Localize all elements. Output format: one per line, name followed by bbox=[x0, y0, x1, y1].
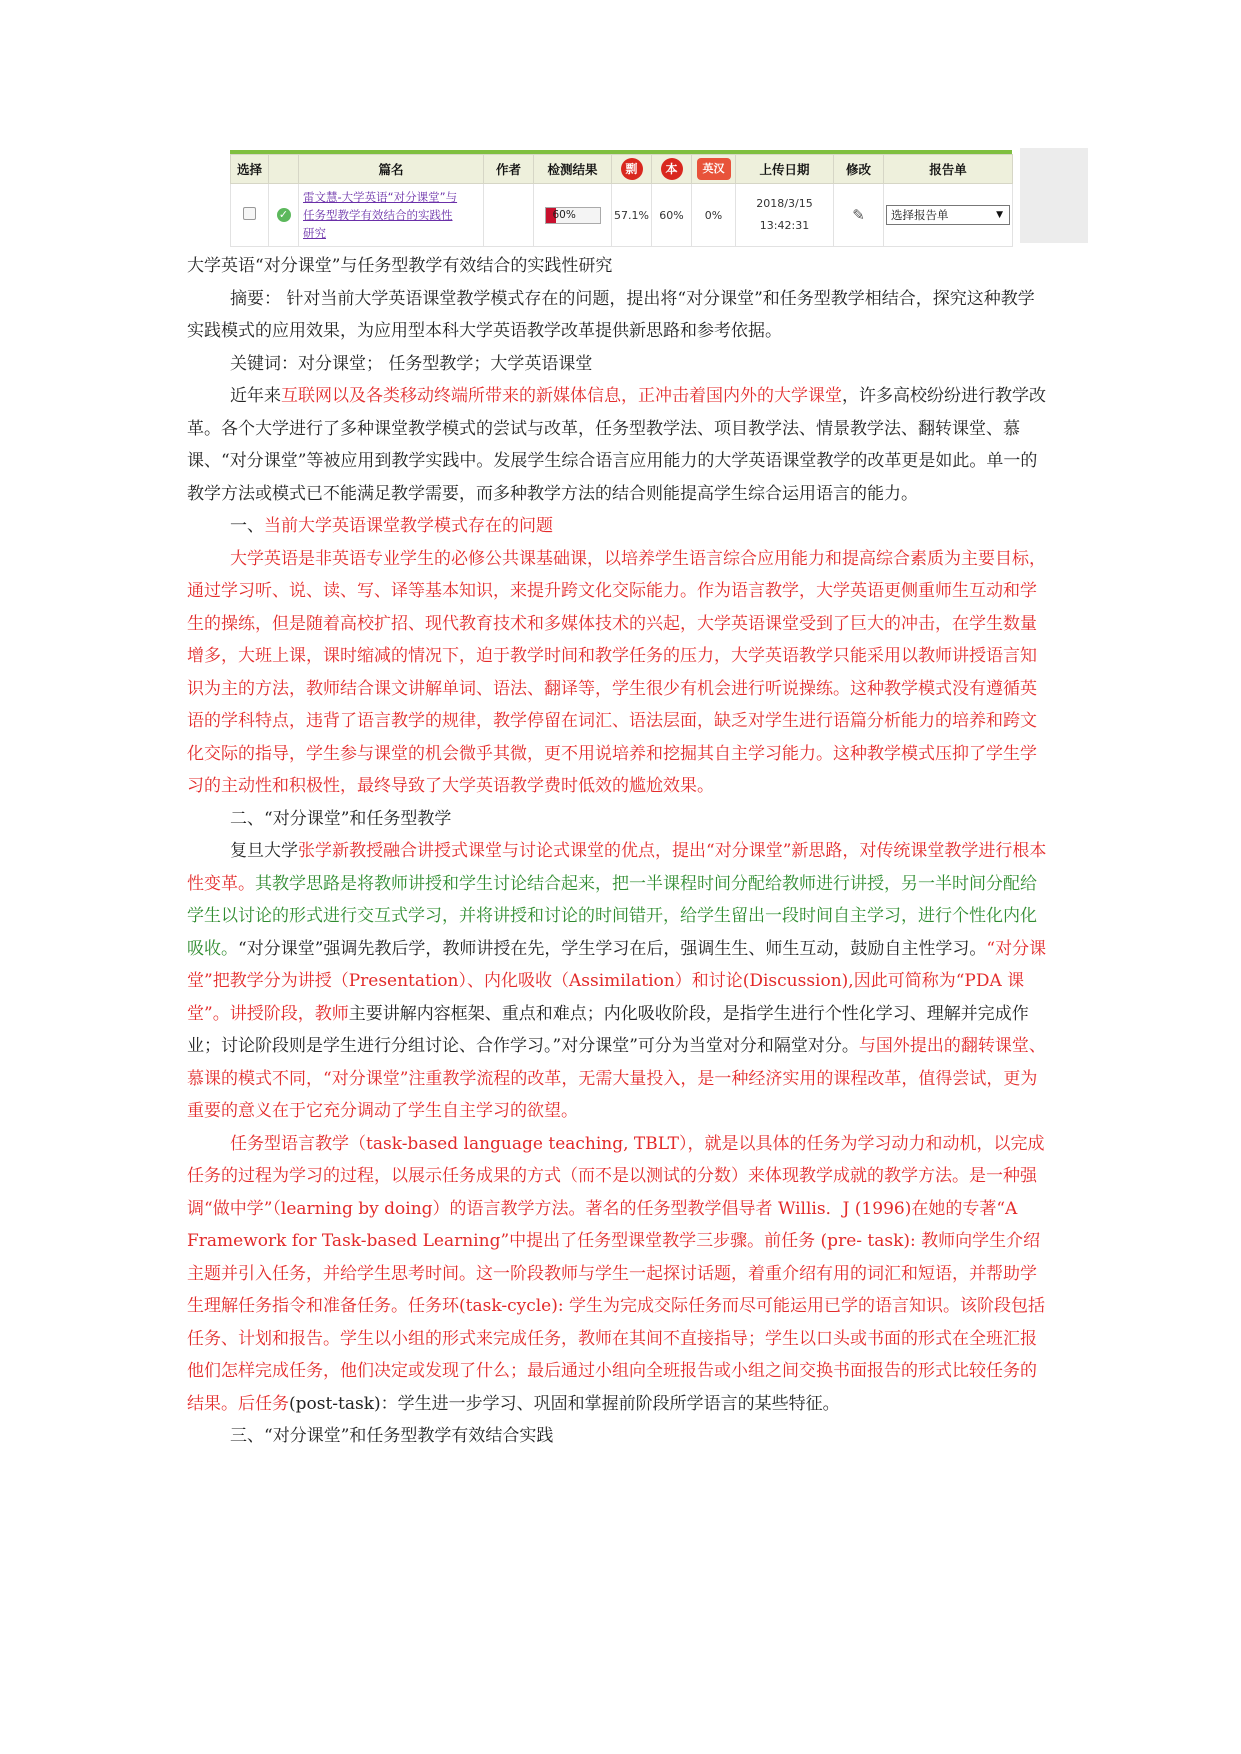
edit-cell bbox=[834, 184, 884, 247]
paragraph-3 bbox=[187, 835, 1049, 1128]
title-line-1: 雷文慧-大学英语“对分课堂”与 bbox=[303, 190, 458, 204]
translate-rate-icon: 英汉 bbox=[697, 158, 731, 180]
heading-2: 二、“对分课堂”和任务型教学 bbox=[230, 808, 452, 829]
title-cell bbox=[299, 184, 484, 247]
copy-rate: 57.1% bbox=[612, 184, 652, 247]
document-body bbox=[187, 250, 1049, 1453]
p3-part-a: 复旦大学 bbox=[230, 841, 298, 861]
header-title: 篇名 bbox=[299, 155, 484, 184]
p1-part-b: 互联网以及各类移动终端所带来的新媒体信息，正冲击着国内外的大学课堂 bbox=[281, 386, 842, 406]
heading-1 bbox=[187, 510, 1049, 543]
result-percent: 60% bbox=[552, 208, 576, 221]
header-blank bbox=[269, 155, 299, 184]
heading-3: 三、“对分课堂”和任务型教学有效结合实践 bbox=[230, 1426, 554, 1446]
report-table bbox=[230, 154, 1013, 247]
p1-part-c: ，许多高校纷纷进行教学改革。各个大学进行了多种课堂教学模式的尝试与改革，任务型教学法、项目教学法、情景教学法、翻转课堂、慕课、“对分课堂”等被应用到教学实践中。发展学生综合语言应用能力的大学英语课堂教学的改革更是如此。单一的教学方法或模式已不能满足教学需要，而多种教学方法的结合则能提高学生综合运用语言的能力。 bbox=[187, 386, 1046, 504]
p3-part-b: 张学新教授融合讲授式课堂与讨论式课堂的优点，提出“对分课堂”新思路，对传统课堂教学进行根本性变革。 bbox=[187, 841, 1047, 894]
author-cell bbox=[484, 184, 534, 247]
p4-part-b: (post-task)：学生进一步学习、巩固和掌握前阶段所学语言的某些特征。 bbox=[289, 1393, 840, 1414]
abstract: 摘要： 针对当前大学英语课堂教学模式存在的问题，提出将“对分课堂”和任务型教学相结合，探究这种教学实践模式的应用效果，为应用型本科大学英语教学改革提供新思路和参考依据。 bbox=[187, 288, 1035, 341]
keywords: 关键词：对分课堂； 任务型教学；大学英语课堂 bbox=[230, 353, 593, 374]
p3-part-f: 主要讲解内容框架、重点和难点；内化吸收阶段，是指学生进行个性化学习、理解并完成作业；讨论阶段则是学生进行分组讨论、合作学习。”对分课堂”可分为当堂对分和隔堂对分。 bbox=[187, 1003, 1029, 1056]
check-icon: ✓ bbox=[277, 208, 291, 222]
header-edit: 修改 bbox=[834, 155, 884, 184]
title-line-3: 研究 bbox=[303, 226, 326, 240]
header-en-icon-cell bbox=[692, 155, 736, 184]
doc-title: 大学英语“对分课堂”与任务型教学有效结合的实践性研究 bbox=[187, 256, 613, 276]
paragraph-2: 大学英语是非英语专业学生的必修公共课基础课，以培养学生语言综合应用能力和提高综合素质为主要目标，通过学习听、说、读、写、译等基本知识，来提升跨文化交际能力。作为语言教学，大学英语更侧重师生互动和学生的操练，但是随着高校扩招、现代教育技术和多媒体技术的兴起，大学英语课堂受到了巨大的冲击，在学生数量增多，大班上课，课时缩减的情况下，迫于教学时间和教学任务的压力，大学英语教学只能采用以教师讲授语言知识为主的方法，教师结合课文讲解单词、语法、翻译等，学生很少有机会进行听说操练。这种教学模式没有遵循英语的学科特点，违背了语言教学的规律，教学停留在词汇、语法层面，缺乏对学生进行语篇分析能力的培养和跨文化交际的指导，学生参与课堂的机会微乎其微，更不用说培养和挖掘其自主学习能力。这种教学模式压抑了学生学习的主动性和积极性，最终导致了大学英语教学费时低效的尴尬效果。 bbox=[187, 548, 1046, 796]
report-table-panel bbox=[230, 150, 1012, 246]
upload-date-cell bbox=[736, 184, 834, 247]
paragraph-4 bbox=[187, 1128, 1049, 1421]
row-checkbox[interactable] bbox=[243, 207, 256, 220]
paragraph-1 bbox=[187, 380, 1049, 510]
title-line-2: 任务型教学有效结合的实践性 bbox=[303, 208, 453, 222]
header-author: 作者 bbox=[484, 155, 534, 184]
report-select-value: 选择报告单 bbox=[891, 208, 949, 222]
header-copy-icon-cell bbox=[612, 155, 652, 184]
p3-part-d: “对分课堂”强调先教后学，教师讲授在先，学生学习在后，强调生生、师生互动，鼓励自主性学习。 bbox=[238, 938, 987, 959]
p3-part-g: 与国外提出的翻转课堂、慕课的模式不同，“对分课堂”注重教学流程的改革，无需大量投入，是一种经济实用的课程改革，值得尝试，更为重要的意义在于它充分调动了学生自主学习的欲望。 bbox=[187, 1036, 1046, 1121]
paper-title-link[interactable] bbox=[299, 188, 483, 242]
table-row bbox=[231, 184, 1013, 247]
upload-date: 2018/3/15 bbox=[756, 197, 813, 210]
translate-rate: 0% bbox=[692, 184, 736, 247]
status-cell bbox=[269, 184, 299, 247]
result-progress-bar bbox=[545, 207, 601, 224]
scrollbar-area[interactable] bbox=[1020, 148, 1088, 243]
self-rate: 60% bbox=[652, 184, 692, 247]
result-cell bbox=[534, 184, 612, 247]
p3-part-c: 其教学思路是将教师讲授和学生讨论结合起来，把一半课程时间分配给教师进行讲授，另一半时间分配给学生以讨论的形式进行交互式学习，并将讲授和讨论的时间错开，给学生留出一段时间自主学习，进行个性化内化吸收。 bbox=[187, 873, 1037, 959]
header-result: 检测结果 bbox=[534, 155, 612, 184]
copy-rate-icon: 剽 bbox=[621, 158, 643, 180]
h1-text: 当前大学英语课堂教学模式存在的问题 bbox=[264, 516, 553, 536]
edit-icon[interactable]: ✎ bbox=[852, 206, 865, 224]
header-upload-date: 上传日期 bbox=[736, 155, 834, 184]
header-self-icon-cell bbox=[652, 155, 692, 184]
upload-time: 13:42:31 bbox=[759, 219, 810, 232]
p3-part-e: “对分课堂”把教学分为讲授（Presentation）、内化吸收（Assimilation）和讨论(Discussion),因此可简称为“PDA 课堂”。讲授阶段，教师 bbox=[187, 938, 1047, 1024]
header-report: 报告单 bbox=[884, 155, 1013, 184]
table-header-row bbox=[231, 155, 1013, 184]
report-cell bbox=[884, 184, 1013, 247]
self-rate-icon: 本 bbox=[661, 158, 683, 180]
h1-number: 一、 bbox=[230, 516, 264, 536]
chevron-down-icon: ▼ bbox=[996, 210, 1003, 220]
p4-part-a: 任务型语言教学（task-based language teaching, TBLT），就是以具体的任务为学习动力和动机，以完成任务的过程为学习的过程，以展示任务成果的方式（而不是以测试的分数）来体现教学成就的教学方法。是一种强调“做中学”（learning by doing）的语言教学方法。著名的任务型教学倡导者 Willis．J (1996)在她的专著“A Framework for Task-based Learning”中提出了任务型课堂教学三步骤。前任务 (pre- task): 教师向学生介绍主题并引入任务，并给学生思考时间。这一阶段教师与学生一起探讨话题，着重介绍有用的词汇和短语，并帮助学生理解任务指令和准备任务。任务环(task-cycle): 学生为完成交际任务而尽可能运用已学的语言知识。该阶段包括任务、计划和报告。学生以小组的形式来完成任务，教师在其间不直接指导；学生以口头或书面的形式在全班汇报他们怎样完成任务，他们决定或发现了什么；最后通过小组向全班报告或小组之间交换书面报告的形式比较任务的结果。后任务 bbox=[187, 1133, 1045, 1414]
header-select: 选择 bbox=[231, 155, 269, 184]
select-cell bbox=[231, 184, 269, 247]
p1-part-a: 近年来 bbox=[230, 386, 281, 406]
report-select[interactable] bbox=[886, 205, 1010, 225]
